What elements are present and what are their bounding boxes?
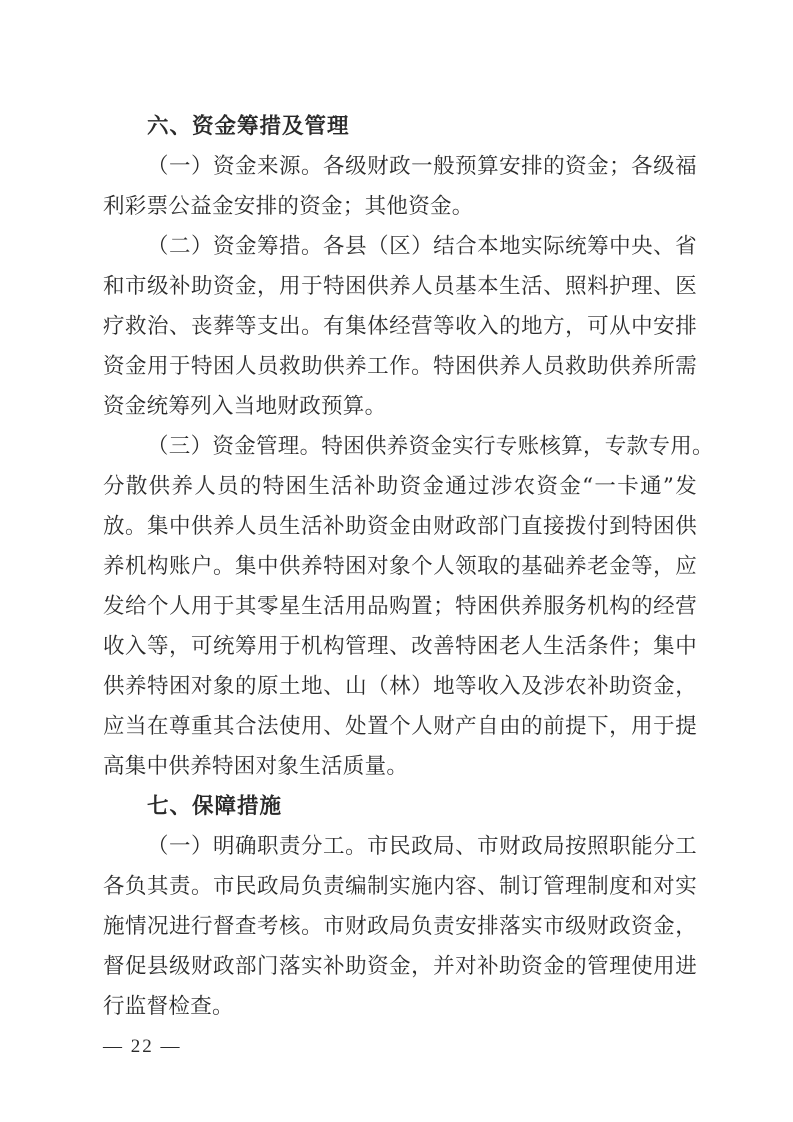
text-line: （三）资金管理。特困供养资金实行专账核算，专款专用。: [147, 434, 714, 459]
text-line: 利彩票公益金安排的资金；其他资金。: [103, 194, 474, 219]
text-line: 收入等，可统筹用于机构管理、改善特困老人生活条件；集中: [103, 634, 697, 659]
section-heading: 七、保障措施: [147, 794, 283, 819]
text-line: 发给个人用于其零星生活用品购置；特困供养服务机构的经营: [103, 594, 697, 619]
document-body: [103, 107, 714, 1027]
text-line: 督促县级财政部门落实补助资金，并对补助资金的管理使用进: [103, 954, 697, 979]
text-line: 放。集中供养人员生活补助资金由财政部门直接拨付到特困供: [103, 514, 697, 539]
text-line: 和市级补助资金，用于特困供养人员基本生活、照料护理、医: [103, 274, 697, 299]
text-line: 分散供养人员的特困生活补助资金通过涉农资金“一卡通”发: [103, 474, 697, 499]
text-line: 各负其责。市民政局负责编制实施内容、制订管理制度和对实: [103, 874, 697, 899]
text-line: 应当在尊重其合法使用、处置个人财产自由的前提下，用于提: [103, 714, 697, 739]
text-line: 行监督检查。: [103, 994, 234, 1019]
page-number: — 22 —: [103, 1036, 182, 1057]
text-line: （二）资金筹措。各县（区）结合本地实际统筹中央、省: [147, 234, 697, 259]
text-line: 供养特困对象的原土地、山（林）地等收入及涉农补助资金，: [103, 674, 697, 699]
text-line: 资金用于特困人员救助供养工作。特困供养人员救助供养所需: [103, 354, 697, 379]
text-line: 高集中供养特困对象生活质量。: [103, 754, 409, 779]
text-line: 施情况进行督查考核。市财政局负责安排落实市级财政资金，: [103, 914, 697, 939]
text-line: 养机构账户。集中供养特困对象个人领取的基础养老金等，应: [103, 554, 697, 579]
text-line: 疗救治、丧葬等支出。有集体经营等收入的地方，可从中安排: [103, 314, 697, 339]
section-heading: 六、资金筹措及管理: [147, 114, 350, 139]
text-line: （一）明确职责分工。市民政局、市财政局按照职能分工: [147, 834, 697, 859]
text-line: （一）资金来源。各级财政一般预算安排的资金；各级福: [147, 154, 697, 179]
text-line: 资金统筹列入当地财政预算。: [103, 394, 387, 419]
